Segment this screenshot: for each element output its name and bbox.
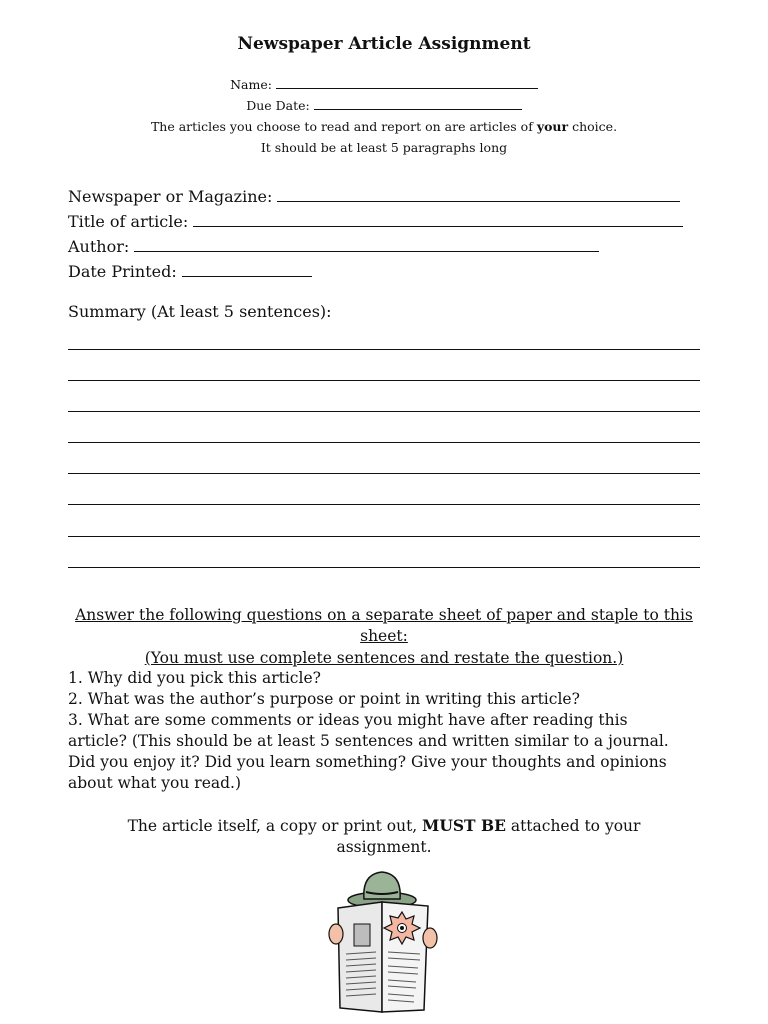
due-date-label: Due Date:	[246, 98, 310, 113]
summary-line[interactable]	[68, 473, 700, 474]
summary-line[interactable]	[68, 411, 700, 412]
intro-part2: choice.	[572, 119, 618, 134]
summary-line[interactable]	[68, 442, 700, 443]
name-row	[0, 76, 768, 92]
date-printed-row	[68, 261, 312, 281]
instructions-subheading: (You must use complete sentences and restate the question.)	[144, 649, 624, 667]
summary-line[interactable]	[68, 536, 700, 537]
date-printed-blank[interactable]	[182, 261, 312, 277]
newspaper-row	[68, 186, 680, 206]
due-date-row	[0, 97, 768, 113]
length-note: It should be at least 5 paragraphs long	[260, 140, 508, 155]
summary-line[interactable]	[68, 380, 700, 381]
newspaper-label: Newspaper or Magazine:	[68, 187, 273, 206]
newspaper-blank[interactable]	[277, 186, 680, 202]
name-label: Name:	[230, 77, 272, 92]
date-printed-label: Date Printed:	[68, 262, 177, 281]
summary-line[interactable]	[68, 504, 700, 505]
instructions-heading: Answer the following questions on a separate sheet of paper and staple to this sheet:	[75, 606, 693, 645]
newspaper-reader-icon	[322, 866, 446, 1014]
author-label: Author:	[68, 237, 130, 256]
question-3: 3. What are some comments or ideas you might have after reading this article? (This should be at least 5 sentences and written similar to a journal. Did you enjoy it? Did you learn something? Give your thoughts and opinions about what you read.)	[68, 711, 669, 792]
intro-bold: your	[536, 119, 569, 134]
attachment-part1: The article itself, a copy or print out,	[127, 817, 418, 835]
page-title: Newspaper Article Assignment	[237, 34, 531, 54]
attachment-note	[90, 815, 678, 858]
intro-part1: The articles you choose to read and report on are articles of	[150, 119, 533, 134]
title-label: Title of article:	[68, 212, 189, 231]
question-2: 2. What was the author’s purpose or point in writing this article?	[68, 690, 580, 708]
title-row	[68, 211, 683, 231]
summary-line[interactable]	[68, 349, 700, 350]
question-1: 1. Why did you pick this article?	[68, 669, 321, 687]
summary-line[interactable]	[68, 567, 700, 568]
name-blank[interactable]	[276, 76, 538, 89]
intro-text	[0, 119, 768, 134]
author-row	[68, 236, 599, 256]
attachment-part2: attached to your assignment.	[336, 817, 641, 856]
due-date-blank[interactable]	[314, 97, 522, 110]
title-blank[interactable]	[193, 211, 683, 227]
author-blank[interactable]	[134, 236, 599, 252]
summary-label: Summary (At least 5 sentences):	[68, 302, 332, 321]
attachment-bold: MUST BE	[422, 816, 506, 835]
